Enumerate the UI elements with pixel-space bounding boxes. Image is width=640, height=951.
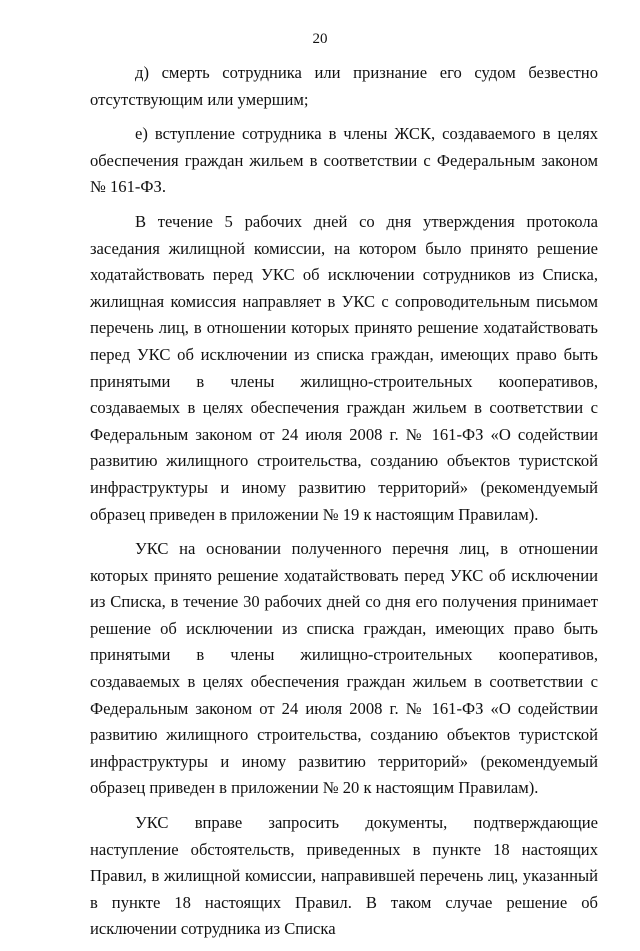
paragraph-item-d: д) смерть сотрудника или признание его судом безвестно отсутствующим или умершим; (90, 63, 598, 109)
paragraph-uks-decision: УКС на основании полученного перечня лиц, в отношении которых принято решение ходатайствовать перед УКС об исключении из Списка, в течение 30 рабочих дней со дня его получения принимает решение об исключении из списка граждан, имеющих право быть принятыми в члены жилищно-строительных кооперативов, создаваемых в целях обеспечения граждан жильем в соответствии с Федеральным законом от 24 июля 2008 г. № 161-ФЗ «О содействии развитию жилищного строительства, созданию объектов туристской инфраструктуры и иному развитию территорий» (рекомендуемый образец приведен в приложении № 20 к настоящим Правилам). (90, 539, 598, 798)
paragraph-commission-procedure: В течение 5 рабочих дней со дня утверждения протокола заседания жилищной комиссии, на котором было принято решение ходатайствовать перед УКС об исключении сотрудников из Списка, жилищная комиссия направляет в УКС с сопроводительным письмом перечень лиц, в отношении которых принято решение ходатайствовать перед УКС об исключении из списка граждан, имеющих право быть принятыми в члены жилищно-строительных кооперативов, создаваемых в целях обеспечения граждан жильем в соответствии с Федеральным законом от 24 июля 2008 г. № 161-ФЗ «О содействии развитию жилищного строительства, созданию объектов туристской инфраструктуры и иному развитию территорий» (рекомендуемый образец приведен в приложении № 19 к настоящим Правилам). (90, 211, 598, 524)
paragraph-uks-request-documents: УКС вправе запросить документы, подтверждающие наступление обстоятельств, приведенных в пункте 18 настоящих Правил, в жилищной комиссии, направившей перечень лиц, указанный в пункте 18 настоящих Правил. В таком случае решение об исключении сотрудника из Списка (90, 813, 598, 939)
page-number: 20 (312, 31, 328, 47)
paragraph-item-e: е) вступление сотрудника в члены ЖСК, создаваемого в целях обеспечения граждан жильем в соответствии с Федеральным законом № 161-ФЗ. (90, 124, 598, 197)
document-body (90, 60, 598, 951)
